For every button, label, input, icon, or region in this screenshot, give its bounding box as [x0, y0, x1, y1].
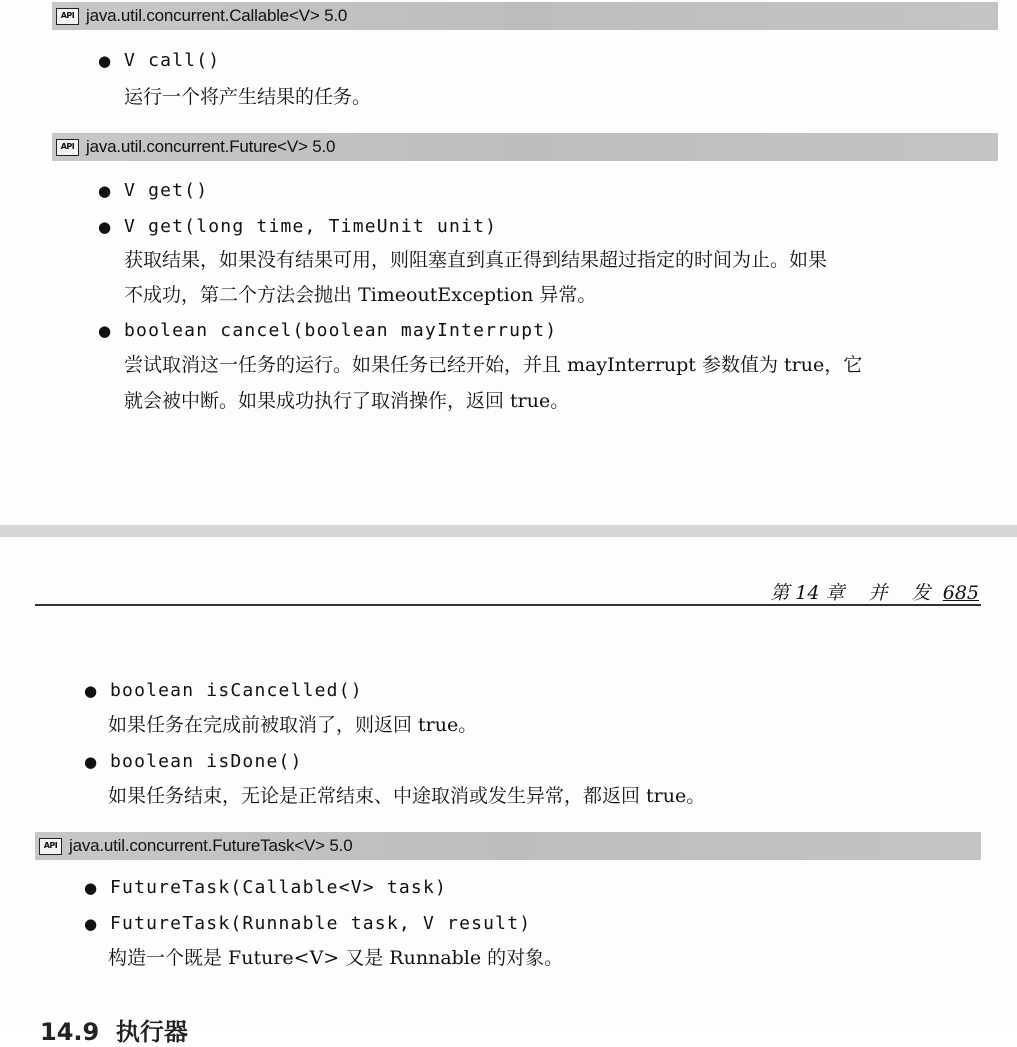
method-item: [98, 320, 557, 341]
method-signature: FutureTask(Runnable task, V result): [110, 913, 532, 934]
api-badge-icon: API: [39, 838, 62, 855]
method-signature: V get(long time, TimeUnit unit): [124, 216, 498, 237]
method-signature: V get(): [124, 180, 209, 201]
bullet-icon: ●: [84, 753, 98, 771]
method-description-line: 不成功，第二个方法会抛出 TimeoutException 异常。: [124, 284, 597, 306]
api-bar-future: [52, 133, 998, 161]
bullet-icon: ●: [84, 915, 98, 933]
method-signature: FutureTask(Callable<V> task): [110, 877, 448, 898]
method-item: [98, 180, 208, 201]
method-signature: V call(): [124, 50, 221, 71]
header-rule: [35, 604, 981, 606]
bullet-icon: ●: [98, 182, 112, 200]
method-item: [98, 50, 220, 71]
method-item: [84, 680, 363, 701]
api-title-callable: java.util.concurrent.Callable<V> 5.0: [86, 6, 348, 25]
api-badge-icon: API: [56, 8, 79, 25]
section-heading: 14.9 执行器: [40, 1018, 188, 1046]
api-badge-icon: API: [56, 139, 79, 156]
bullet-icon: ●: [84, 879, 98, 897]
page-separator: [0, 525, 1017, 537]
api-bar-callable: [52, 2, 998, 30]
bullet-icon: ●: [84, 682, 98, 700]
method-description: 如果任务在完成前被取消了，则返回 true。: [108, 714, 478, 736]
page-number: 685: [942, 582, 979, 604]
api-title-futuretask: java.util.concurrent.FutureTask<V> 5.0: [69, 836, 353, 855]
chapter-label: 第 14 章: [770, 582, 845, 604]
method-item: [84, 751, 303, 772]
method-item: [98, 216, 497, 237]
method-signature: boolean cancel(boolean mayInterrupt): [124, 320, 558, 341]
method-description: 运行一个将产生结果的任务。: [124, 86, 372, 108]
method-signature: boolean isCancelled(): [110, 680, 363, 701]
method-signature: boolean isDone(): [110, 751, 303, 772]
bullet-icon: ●: [98, 218, 112, 236]
api-bar-futuretask: [35, 832, 981, 860]
method-description-line: 就会被中断。如果成功执行了取消操作，返回 true。: [124, 390, 570, 412]
method-description-line: 尝试取消这一任务的运行。如果任务已经开始，并且 mayInterrupt 参数值为 true，它: [124, 354, 863, 376]
page-header: [770, 578, 979, 605]
api-title-future: java.util.concurrent.Future<V> 5.0: [86, 137, 336, 156]
bullet-icon: ●: [98, 52, 112, 70]
method-description: 构造一个既是 Future<V> 又是 Runnable 的对象。: [108, 947, 564, 969]
method-description: 如果任务结束，无论是正常结束、中途取消或发生异常，都返回 true。: [108, 785, 706, 807]
method-item: [84, 913, 531, 934]
bullet-icon: ●: [98, 322, 112, 340]
method-description-line: 获取结果，如果没有结果可用，则阻塞直到真正得到结果超过指定的时间为止。如果: [124, 249, 828, 271]
chapter-title: 并 发: [868, 582, 931, 604]
method-item: [84, 877, 447, 898]
